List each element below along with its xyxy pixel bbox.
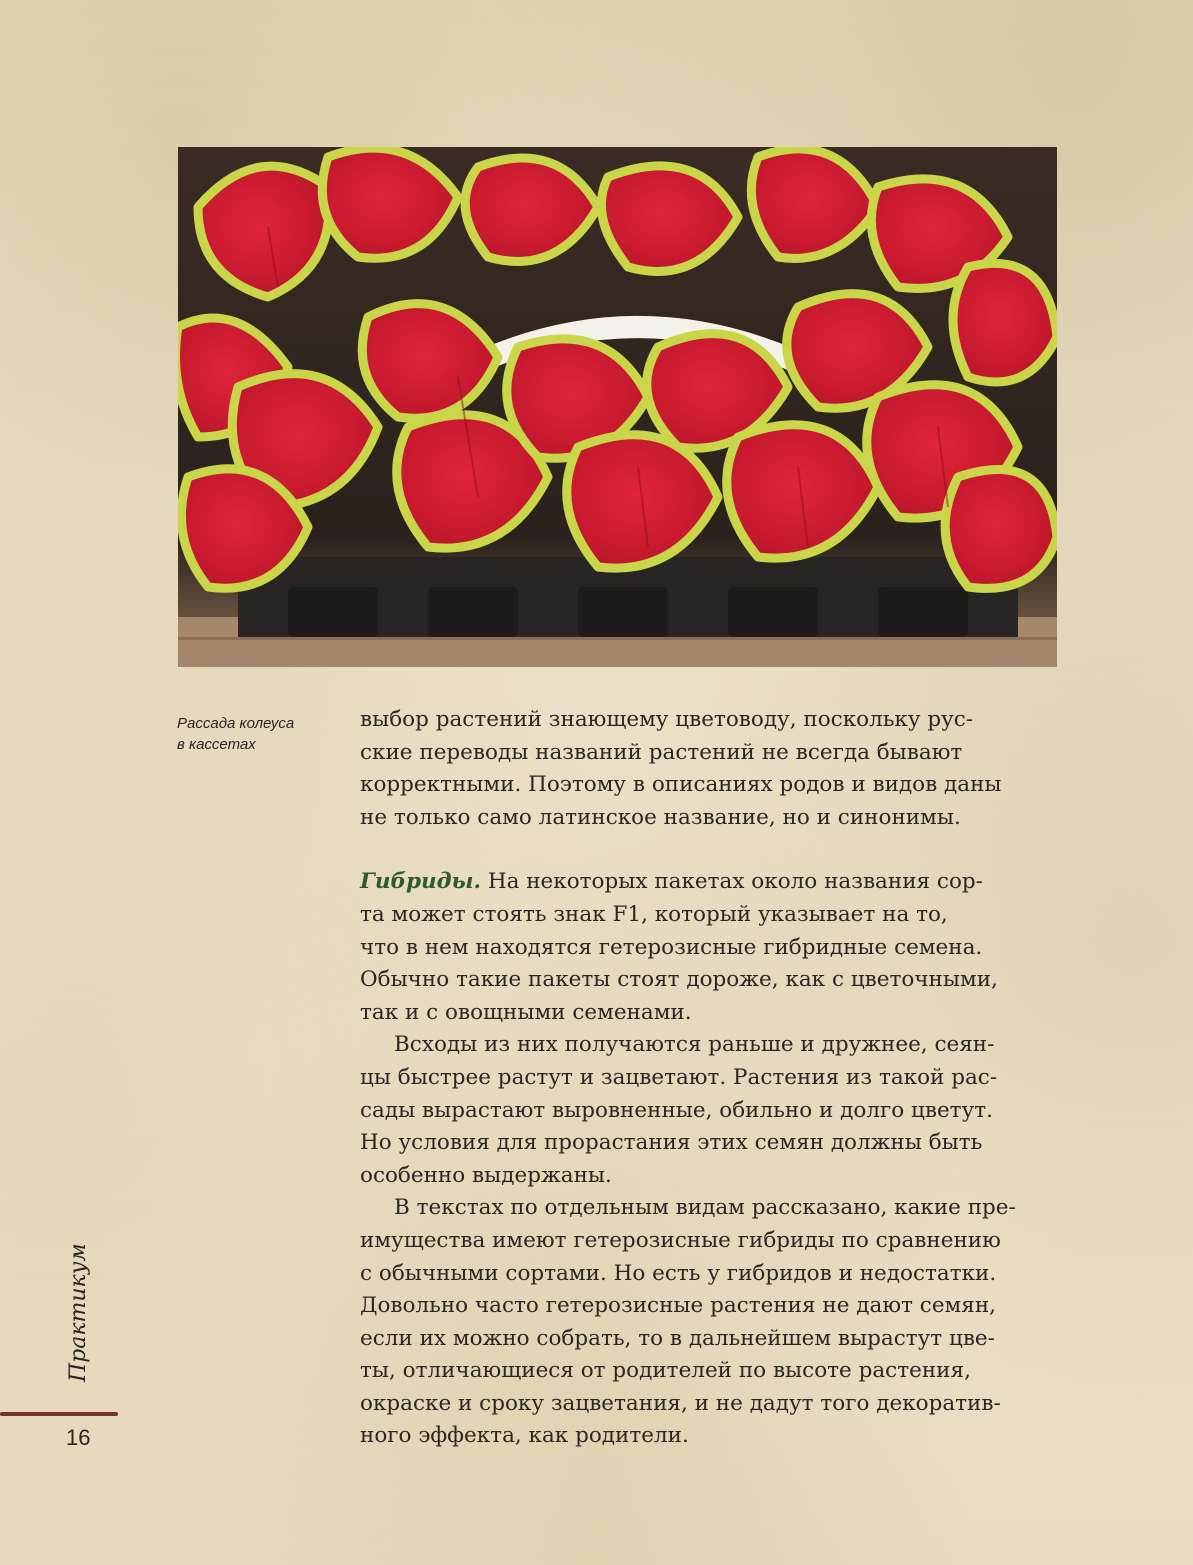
text-line: особенно выдержаны. xyxy=(360,1162,612,1188)
hybrids-heading: Гибриды. xyxy=(360,869,481,895)
text-line: сады вырастают выровненные, обильно и долго цветут. xyxy=(360,1097,993,1123)
text-line: та может стоять знак F1, который указывает на то, xyxy=(360,901,948,927)
text-line: если их можно собрать, то в дальнейшем вырастут цве- xyxy=(360,1325,995,1351)
caption-line: в кассетах xyxy=(177,736,256,753)
text-line: окраске и сроку зацветания, и не дадут того декоратив- xyxy=(360,1390,1001,1416)
text-line: не только само латинское название, но и синонимы. xyxy=(360,804,961,830)
text-line: Всходы из них получаются раньше и дружнее, сеян- xyxy=(394,1032,995,1058)
page-number: 16 xyxy=(66,1425,91,1450)
text-line: с обычными сортами. Но есть у гибридов и недостатки. xyxy=(360,1260,997,1286)
text-line: Довольно часто гетерозисные растения не дают семян, xyxy=(360,1293,997,1319)
coleus-seedlings-photo xyxy=(178,147,1057,667)
text-line: Но условия для прорастания этих семян должны быть xyxy=(360,1130,983,1156)
text-line: имущества имеют гетерозисные гибриды по сравнению xyxy=(360,1227,1001,1253)
section-title: Практикум xyxy=(66,1243,91,1382)
photo-caption xyxy=(177,713,327,755)
text-line: Обычно такие пакеты стоят дороже, как с цветочными, xyxy=(360,967,998,993)
text-line: цы быстрее растут и зацветают. Растения из такой рас- xyxy=(360,1064,998,1090)
decorative-rule xyxy=(0,1412,118,1416)
caption-line: Рассада колеуса xyxy=(177,715,295,732)
text-line xyxy=(360,866,1060,899)
text-line: что в нем находятся гетерозисные гибридные семена. xyxy=(360,934,983,960)
text-line: В текстах по отдельным видам рассказано, какие пре- xyxy=(394,1195,1016,1221)
text-line: так и с овощными семенами. xyxy=(360,999,692,1025)
body-text xyxy=(360,704,1060,1453)
text-fragment: На некоторых пакетах около названия сор- xyxy=(480,869,983,895)
text-line: ного эффекта, как родители. xyxy=(360,1423,689,1449)
text-line: ские переводы названий растений не всегда бывают xyxy=(360,739,963,765)
text-line: выбор растений знающему цветоводу, поскольку рус- xyxy=(360,707,974,732)
text-line: ты, отличающиеся от родителей по высоте растения, xyxy=(360,1358,971,1384)
paragraph-gap xyxy=(360,834,1060,866)
text-line: корректными. Поэтому в описаниях родов и видов даны xyxy=(360,772,1002,798)
